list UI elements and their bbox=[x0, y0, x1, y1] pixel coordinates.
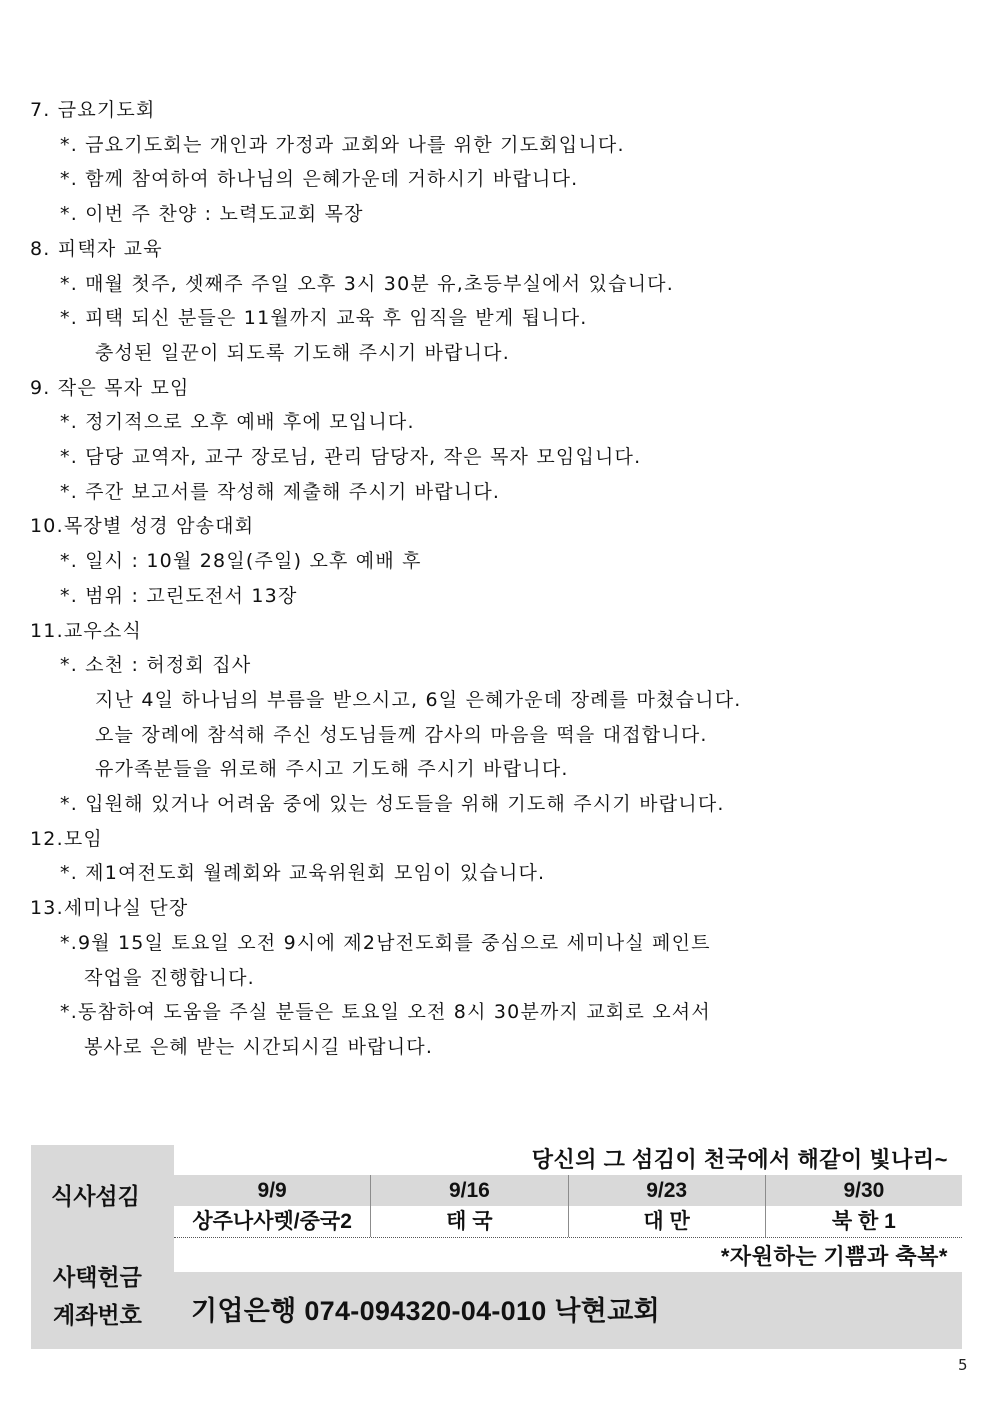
page-number: 5 bbox=[958, 1356, 968, 1374]
announcement-line: *. 함께 참여하여 하나님의 은혜가운데 거하시기 바랍니다. bbox=[60, 168, 579, 191]
section-heading: 7. 금요기도회 bbox=[30, 99, 156, 121]
announcement-line: *. 정기적으로 오후 예배 후에 모입니다. bbox=[60, 411, 415, 434]
offering-label: 사택헌금 bbox=[53, 1264, 142, 1290]
service-motto: 당신의 그 섬김이 천국에서 해같이 빛나리~ bbox=[531, 1147, 948, 1172]
announcement-line: *. 주간 보고서를 작성해 제출해 주시기 바랍니다. bbox=[60, 480, 501, 503]
section-heading: 12.모임 bbox=[30, 827, 103, 850]
section-heading: 13.세미나실 단장 bbox=[30, 897, 189, 920]
meal-offering-box bbox=[31, 1145, 962, 1349]
announcement-line: *. 이번 주 찬양 : 노력도교회 목장 bbox=[60, 203, 364, 226]
announcement-line: *. 피택 되신 분들은 11월까지 교육 후 임직을 받게 됩니다. bbox=[60, 307, 588, 330]
date-cell: 9/9 bbox=[257, 1179, 287, 1202]
announcement-line: *. 소천 : 허정회 집사 bbox=[60, 654, 252, 677]
announcement-line: 오늘 장례에 참석해 주신 성도님들께 감사의 마음을 떡을 대접합니다. bbox=[95, 723, 708, 746]
announcement-line: 유가족분들을 위로해 주시고 기도해 주시기 바랍니다. bbox=[95, 758, 569, 781]
announcement-line: *. 금요기도회는 개인과 가정과 교회와 나를 위한 기도회입니다. bbox=[60, 133, 625, 156]
announcement-line: *. 제1여전도회 월례회와 교육위원회 모임이 있습니다. bbox=[60, 862, 546, 885]
offering-note: *자원하는 기쁨과 축복* bbox=[720, 1244, 948, 1269]
meal-service-label: 식사섬김 bbox=[51, 1183, 140, 1209]
group-cell: 대 만 bbox=[568, 1206, 765, 1237]
section-heading: 10.목장별 성경 암송대회 bbox=[30, 515, 255, 538]
group-cell: 북 한 1 bbox=[765, 1206, 962, 1237]
announcement-line: 지난 4일 하나님의 부름을 받으시고, 6일 은혜가운데 장례를 마쳤습니다. bbox=[95, 688, 742, 711]
announcement-line: 봉사로 은혜 받는 시간되시길 바랍니다. bbox=[84, 1035, 434, 1058]
group-cell: 태 국 bbox=[370, 1206, 567, 1237]
date-cell: 9/30 bbox=[765, 1175, 962, 1206]
announcement-line: *. 매월 첫주, 셋째주 주일 오후 3시 30분 유,초등부실에서 있습니다. bbox=[60, 272, 674, 295]
section-heading: 8. 피택자 교육 bbox=[30, 237, 163, 260]
section-heading: 9. 작은 목자 모임 bbox=[30, 376, 190, 399]
announcement-line: *. 입원해 있거나 어려움 중에 있는 성도들을 위해 기도해 주시기 바랍니다. bbox=[60, 793, 725, 815]
section-heading: 11.교우소식 bbox=[30, 619, 143, 642]
date-cell: 9/16 bbox=[370, 1175, 567, 1206]
announcement-line: *. 범위 : 고린도전서 13장 bbox=[60, 584, 298, 607]
announcement-line: *. 일시 : 10월 28일(주일) 오후 예배 후 bbox=[60, 550, 422, 573]
date-cell: 9/23 bbox=[568, 1175, 765, 1206]
account-label: 계좌번호 bbox=[53, 1302, 142, 1328]
announcement-line: *. 담당 교역자, 교구 장로님, 관리 담당자, 작은 목자 모임입니다. bbox=[60, 446, 642, 468]
announcement-line: *.9월 15일 토요일 오전 9시에 제2남전도회를 중심으로 세미나실 페인트 bbox=[60, 931, 711, 954]
meal-groups-row bbox=[174, 1206, 962, 1238]
announcement-line: 충성된 일꾼이 되도록 기도해 주시기 바랍니다. bbox=[95, 341, 510, 364]
meal-dates-row bbox=[174, 1175, 962, 1206]
group-cell: 상주나사렛/중국2 bbox=[174, 1206, 370, 1237]
bank-account: 기업은행 074-094320-04-010 낙현교회 bbox=[191, 1296, 660, 1326]
announcement-line: *.동참하여 도움을 주실 분들은 토요일 오전 8시 30분까지 교회로 오셔서 bbox=[60, 1001, 711, 1024]
announcement-line: 작업을 진행합니다. bbox=[84, 966, 255, 989]
